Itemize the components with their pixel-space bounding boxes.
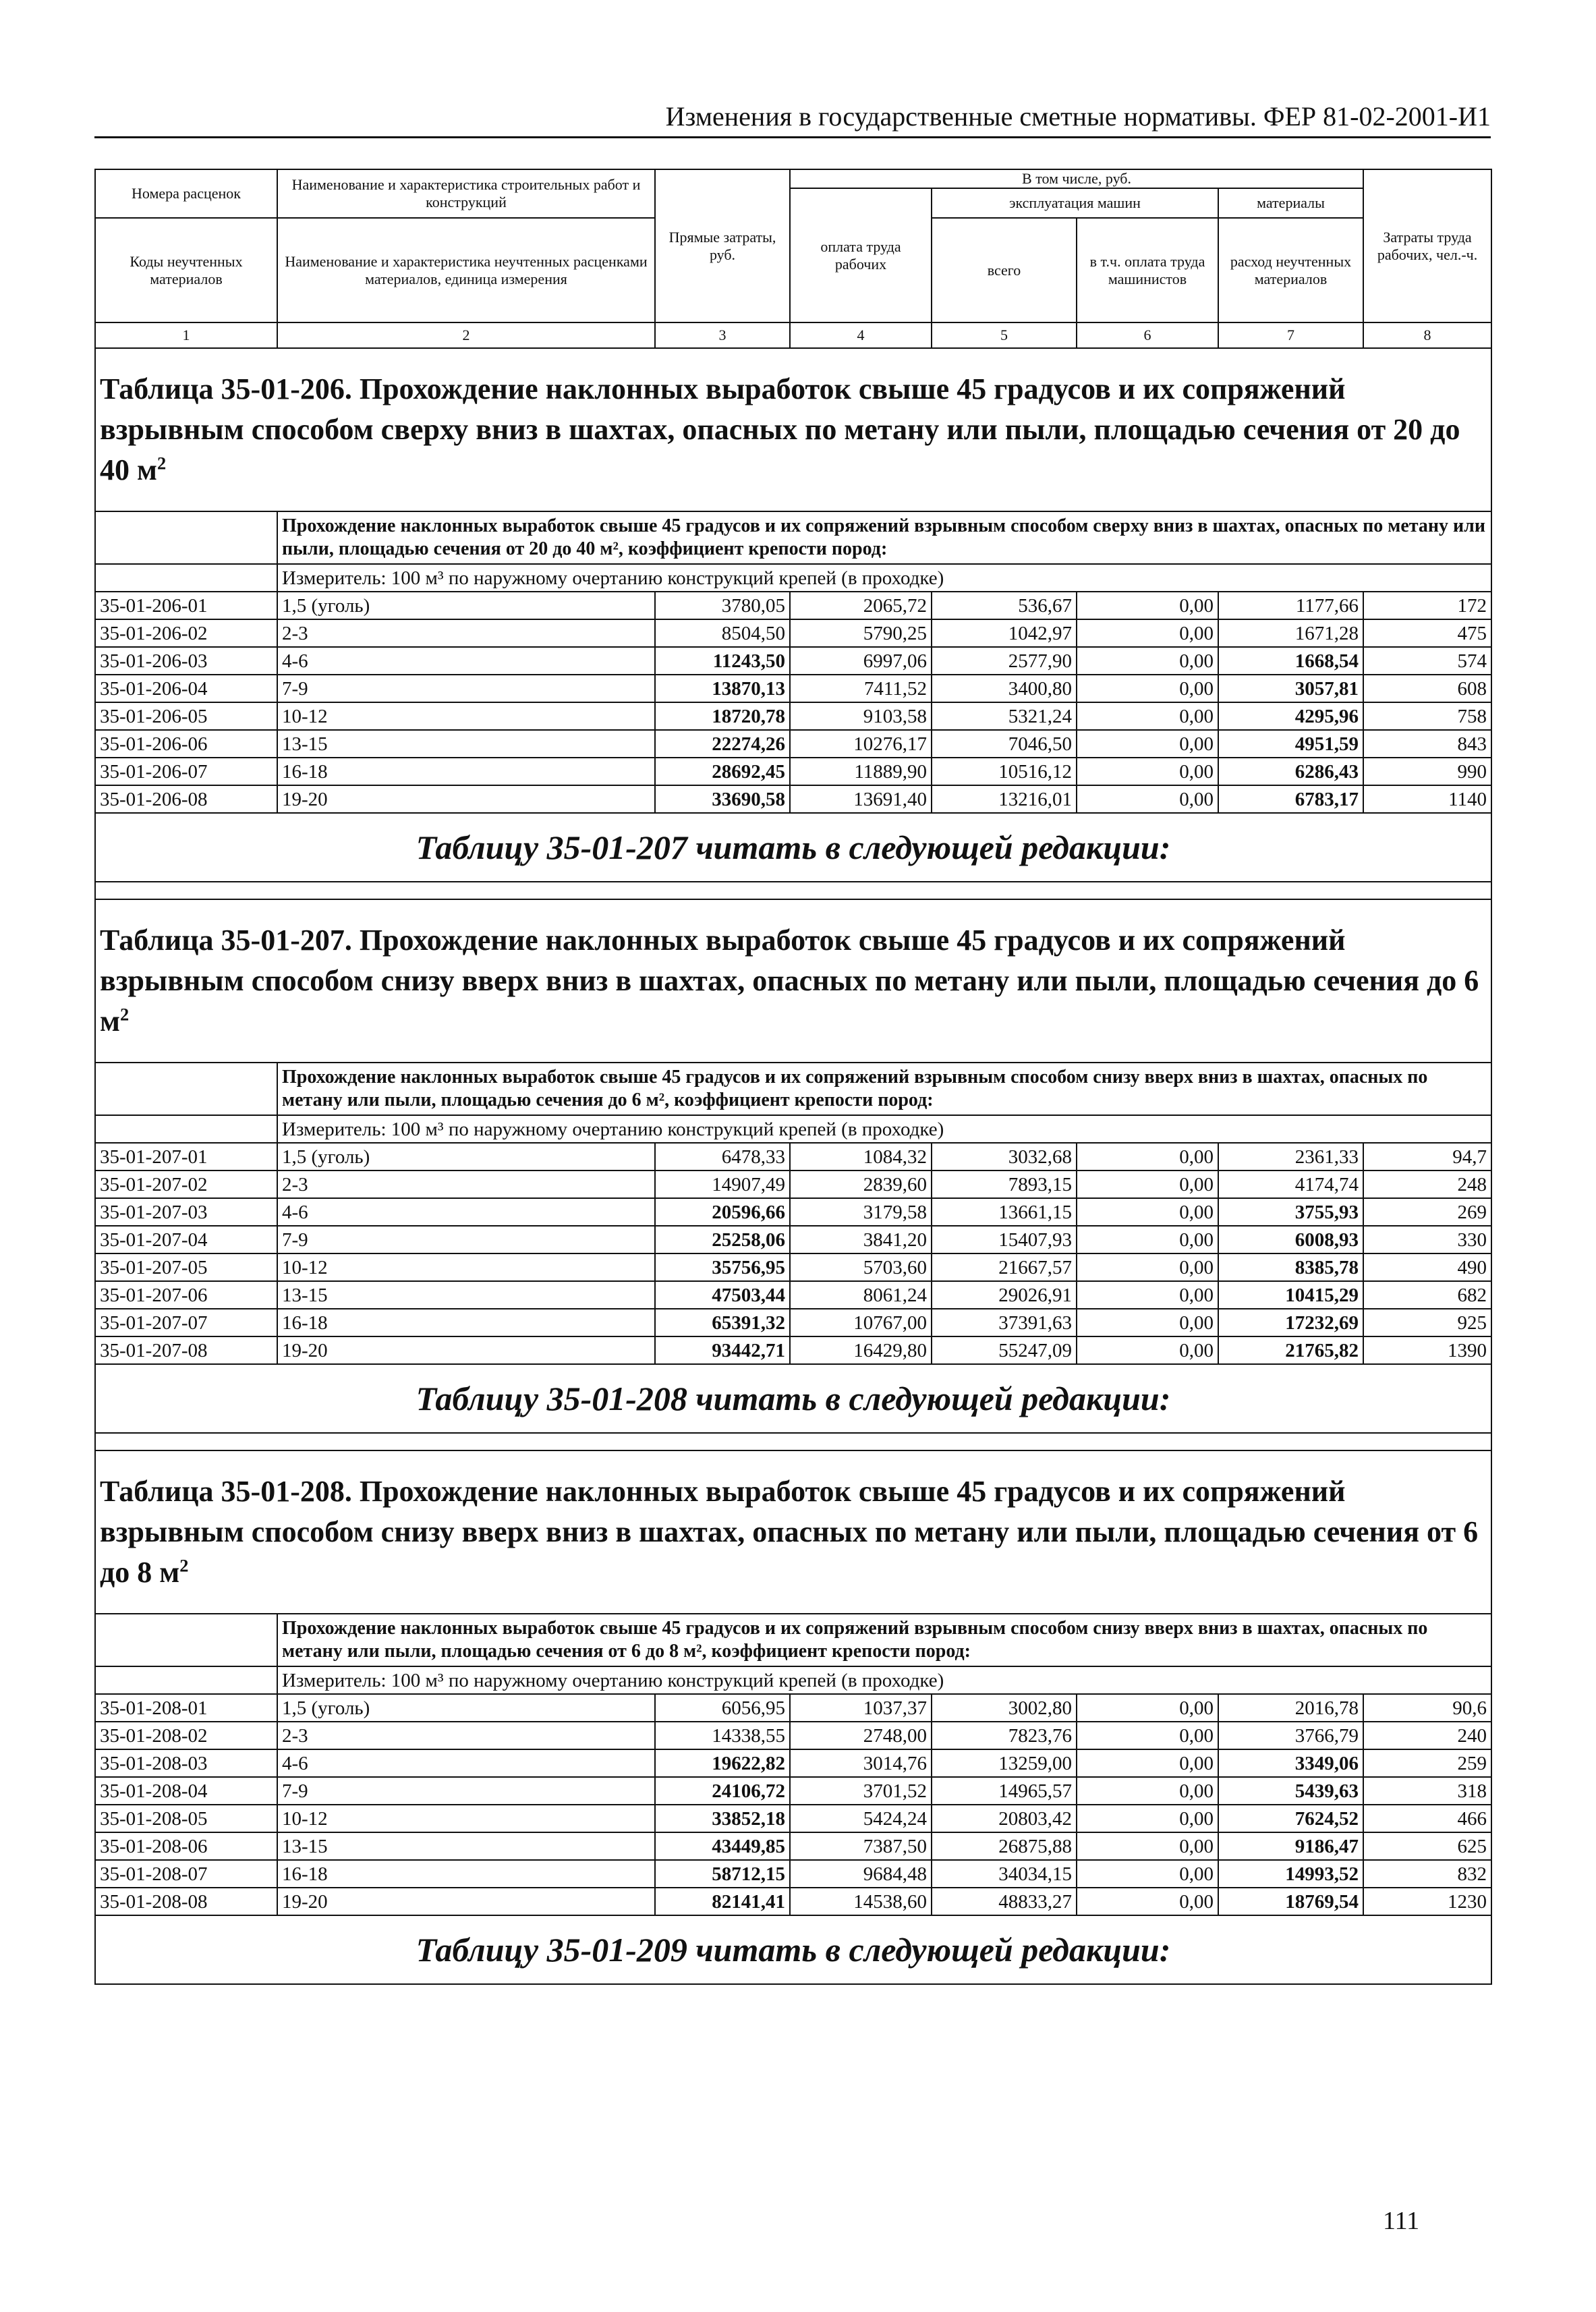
table-cell: 0,00 (1077, 702, 1218, 730)
hdr-unaccounted-use: расход неучтенных материалов (1218, 218, 1363, 322)
table-row (95, 647, 1491, 675)
table-row (95, 619, 1491, 647)
hdr-direct-costs: Прямые затраты, руб. (655, 169, 790, 322)
table-cell: 5321,24 (932, 702, 1077, 730)
table-cell: 13216,01 (932, 785, 1077, 813)
table-title-text: Прохождение наклонных выработок свыше 45 градусов и их сопряжений взрывным способом снизу вверх вниз в шахтах, опасных по метану или пыли, площадью сечения от 6 до 8 м (100, 1475, 1479, 1589)
table-cell: 94,7 (1363, 1143, 1491, 1171)
table-cell: 0,00 (1077, 1336, 1218, 1364)
hdr-col-num: 1 (95, 322, 277, 348)
table-title-superscript: 2 (119, 1004, 130, 1025)
table-cell: 35-01-208-07 (95, 1860, 277, 1888)
table-row (95, 1749, 1491, 1777)
table-cell: 0,00 (1077, 1143, 1218, 1171)
table-cell: 13661,15 (932, 1198, 1077, 1226)
table-cell: 35-01-207-03 (95, 1198, 277, 1226)
table-cell: 35-01-206-05 (95, 702, 277, 730)
table-note: Таблицу 35-01-207 читать в следующей редакции: (95, 813, 1491, 882)
table-measure-row (95, 1115, 1491, 1143)
table-cell: 1084,32 (790, 1143, 932, 1171)
table-cell: 172 (1363, 592, 1491, 619)
table-cell: 990 (1363, 758, 1491, 785)
table-cell: 832 (1363, 1860, 1491, 1888)
table-cell: 240 (1363, 1722, 1491, 1749)
table-cell: 5790,25 (790, 619, 932, 647)
table-cell: 7-9 (277, 675, 655, 702)
table-cell: 843 (1363, 730, 1491, 758)
table-cell: 1140 (1363, 785, 1491, 813)
table-cell: 925 (1363, 1309, 1491, 1336)
table-cell: 28692,45 (655, 758, 790, 785)
table-row (95, 1805, 1491, 1832)
table-title-wrap (100, 920, 1487, 1042)
table-cell: 475 (1363, 619, 1491, 647)
table-row (95, 730, 1491, 758)
table-cell: 14338,55 (655, 1722, 790, 1749)
table-cell: 0,00 (1077, 1860, 1218, 1888)
table-cell: 13870,13 (655, 675, 790, 702)
table-cell: 8061,24 (790, 1281, 932, 1309)
table-cell: 35-01-208-04 (95, 1777, 277, 1805)
gap-row (95, 1433, 1491, 1450)
table-cell: 35-01-207-04 (95, 1226, 277, 1253)
table-cell: 2-3 (277, 1171, 655, 1198)
hdr-col-num: 6 (1077, 322, 1218, 348)
table-row (95, 1171, 1491, 1198)
table-cell: 18720,78 (655, 702, 790, 730)
table-description: Прохождение наклонных выработок свыше 45 градусов и их сопряжений взрывным способом снизу вверх вниз в шахтах, опасных по метану или пыли, площадью сечения от 6 до 8 м², коэффициент крепости пород: (277, 1614, 1491, 1666)
table-cell: 1671,28 (1218, 619, 1363, 647)
table-row (95, 1226, 1491, 1253)
table-cell: 4-6 (277, 1198, 655, 1226)
table-row (95, 1694, 1491, 1722)
table-cell: 8504,50 (655, 619, 790, 647)
table-note-row (95, 1915, 1491, 1984)
table-row (95, 1281, 1491, 1309)
table-cell: 2577,90 (932, 647, 1077, 675)
table-cell: 35-01-207-01 (95, 1143, 277, 1171)
table-cell: 4174,74 (1218, 1171, 1363, 1198)
table-row (95, 1722, 1491, 1749)
rates-table (94, 347, 1492, 1985)
table-cell: 536,67 (932, 592, 1077, 619)
hdr-col-num: 7 (1218, 322, 1363, 348)
table-cell: 13-15 (277, 1832, 655, 1860)
table-cell: 35-01-206-07 (95, 758, 277, 785)
table-title-row (95, 899, 1491, 1063)
table-cell: 259 (1363, 1749, 1491, 1777)
table-cell: 19-20 (277, 785, 655, 813)
table-cell: 10-12 (277, 1805, 655, 1832)
table-cell: 0,00 (1077, 1749, 1218, 1777)
table-cell: 43449,85 (655, 1832, 790, 1860)
table-cell: 58712,15 (655, 1860, 790, 1888)
table-cell: 35-01-206-01 (95, 592, 277, 619)
table-cell: 8385,78 (1218, 1253, 1363, 1281)
table-description-row (95, 1063, 1491, 1115)
table-cell: 6056,95 (655, 1694, 790, 1722)
table-title-superscript: 2 (179, 1555, 189, 1576)
table-cell: 7387,50 (790, 1832, 932, 1860)
table-title-row (95, 1450, 1491, 1614)
table-cell: 330 (1363, 1226, 1491, 1253)
table-cell: 16-18 (277, 758, 655, 785)
table-cell: 33690,58 (655, 785, 790, 813)
table-cell: 9103,58 (790, 702, 932, 730)
table-cell: 0,00 (1077, 619, 1218, 647)
hdr-name-unaccounted: Наименование и характеристика неучтенных расценками материалов, единица измерения (277, 218, 655, 322)
table-cell: 10767,00 (790, 1309, 932, 1336)
table-cell: 20803,42 (932, 1805, 1077, 1832)
empty-cell (95, 1063, 277, 1115)
table-cell: 22274,26 (655, 730, 790, 758)
table-cell: 0,00 (1077, 1694, 1218, 1722)
table-row (95, 1860, 1491, 1888)
table-cell: 7823,76 (932, 1722, 1077, 1749)
table-title-wrap (100, 1471, 1487, 1593)
table-row (95, 1198, 1491, 1226)
table-cell: 0,00 (1077, 1171, 1218, 1198)
table-cell: 0,00 (1077, 1777, 1218, 1805)
table-title-superscript: 2 (156, 453, 167, 474)
hdr-rate-numbers: Номера расценок (95, 169, 277, 218)
table-measure: Измеритель: 100 м³ по наружному очертанию конструкций крепей (в проходке) (277, 1666, 1491, 1694)
table-cell: 3780,05 (655, 592, 790, 619)
table-cell: 2839,60 (790, 1171, 932, 1198)
table-cell: 1668,54 (1218, 647, 1363, 675)
table-cell: 20596,66 (655, 1198, 790, 1226)
table-cell: 35-01-206-02 (95, 619, 277, 647)
table-cell: 9684,48 (790, 1860, 932, 1888)
table-cell: 0,00 (1077, 758, 1218, 785)
table-cell: 35-01-206-06 (95, 730, 277, 758)
table-cell: 3755,93 (1218, 1198, 1363, 1226)
table-cell: 35-01-208-06 (95, 1832, 277, 1860)
table-cell: 35-01-206-03 (95, 647, 277, 675)
table-row (95, 1253, 1491, 1281)
table-cell: 34034,15 (932, 1860, 1077, 1888)
table-cell: 3349,06 (1218, 1749, 1363, 1777)
table-cell: 248 (1363, 1171, 1491, 1198)
table-cell: 5439,63 (1218, 1777, 1363, 1805)
page-header: Изменения в государственные сметные нормативы. ФЕР 81-02-2001-И1 (94, 101, 1491, 138)
table-description: Прохождение наклонных выработок свыше 45 градусов и их сопряжений взрывным способом сверху вниз в шахтах, опасных по метану или пыли, площадью сечения от 20 до 40 м², коэффициент крепости пород: (277, 511, 1491, 564)
hdr-materials: материалы (1218, 188, 1363, 218)
hdr-labor-cost: Затраты труда рабочих, чел.-ч. (1363, 169, 1491, 322)
table-cell: 18769,54 (1218, 1888, 1363, 1915)
hdr-col-num: 5 (932, 322, 1077, 348)
table-cell: 29026,91 (932, 1281, 1077, 1309)
table-cell: 2065,72 (790, 592, 932, 619)
table-note: Таблицу 35-01-209 читать в следующей редакции: (95, 1915, 1491, 1984)
table-cell: 14965,57 (932, 1777, 1077, 1805)
table-cell: 0,00 (1077, 1722, 1218, 1749)
table-cell: 0,00 (1077, 1888, 1218, 1915)
table-cell: 0,00 (1077, 730, 1218, 758)
table-cell: 10-12 (277, 702, 655, 730)
gap-cell (95, 882, 1491, 899)
table-cell: 93442,71 (655, 1336, 790, 1364)
table-cell: 33852,18 (655, 1805, 790, 1832)
table-cell: 14538,60 (790, 1888, 932, 1915)
table-cell: 10-12 (277, 1253, 655, 1281)
hdr-col-num: 4 (790, 322, 932, 348)
hdr-total: всего (932, 218, 1077, 322)
table-row (95, 1832, 1491, 1860)
page-number: 111 (1383, 2207, 1420, 2235)
table-cell: 10415,29 (1218, 1281, 1363, 1309)
table-cell: 13-15 (277, 730, 655, 758)
empty-cell (95, 1115, 277, 1143)
table-row (95, 592, 1491, 619)
table-row (95, 1777, 1491, 1805)
gap-row (95, 882, 1491, 899)
table-cell: 35-01-208-03 (95, 1749, 277, 1777)
table-cell: 574 (1363, 647, 1491, 675)
table-title (95, 899, 1491, 1063)
table-cell: 19-20 (277, 1888, 655, 1915)
table-note-row (95, 1364, 1491, 1433)
table-cell: 21667,57 (932, 1253, 1077, 1281)
table-number: Таблица 35-01-207. (100, 924, 352, 957)
hdr-col-num: 2 (277, 322, 655, 348)
table-cell: 17232,69 (1218, 1309, 1363, 1336)
table-cell: 318 (1363, 1777, 1491, 1805)
table-cell: 13-15 (277, 1281, 655, 1309)
table-cell: 5703,60 (790, 1253, 932, 1281)
hdr-machine-ops: эксплуатация машин (932, 188, 1218, 218)
table-cell: 0,00 (1077, 1805, 1218, 1832)
table-cell: 14907,49 (655, 1171, 790, 1198)
table-measure-row (95, 564, 1491, 592)
table-cell: 35-01-207-07 (95, 1309, 277, 1336)
table-cell: 2-3 (277, 1722, 655, 1749)
table-cell: 0,00 (1077, 785, 1218, 813)
table-number: Таблица 35-01-208. (100, 1475, 352, 1508)
table-measure: Измеритель: 100 м³ по наружному очертанию конструкций крепей (в проходке) (277, 564, 1491, 592)
table-cell: 16-18 (277, 1309, 655, 1336)
table-cell: 35-01-208-05 (95, 1805, 277, 1832)
table-row (95, 785, 1491, 813)
table-cell: 26875,88 (932, 1832, 1077, 1860)
table-cell: 6008,93 (1218, 1226, 1363, 1253)
table-cell: 758 (1363, 702, 1491, 730)
table-cell: 7-9 (277, 1777, 655, 1805)
table-cell: 1177,66 (1218, 592, 1363, 619)
table-cell: 7411,52 (790, 675, 932, 702)
table-cell: 625 (1363, 1832, 1491, 1860)
table-cell: 10276,17 (790, 730, 932, 758)
table-cell: 2748,00 (790, 1722, 932, 1749)
table-cell: 11889,90 (790, 758, 932, 785)
table-cell: 466 (1363, 1805, 1491, 1832)
table-title-wrap (100, 369, 1487, 490)
table-cell: 3400,80 (932, 675, 1077, 702)
table-cell: 14993,52 (1218, 1860, 1363, 1888)
table-cell: 24106,72 (655, 1777, 790, 1805)
table-cell: 2361,33 (1218, 1143, 1363, 1171)
table-cell: 682 (1363, 1281, 1491, 1309)
table-row (95, 1309, 1491, 1336)
table-cell: 0,00 (1077, 1198, 1218, 1226)
table-row (95, 1336, 1491, 1364)
table-measure: Измеритель: 100 м³ по наружному очертанию конструкций крепей (в проходке) (277, 1115, 1491, 1143)
table-cell: 0,00 (1077, 675, 1218, 702)
table-cell: 269 (1363, 1198, 1491, 1226)
table-cell: 16-18 (277, 1860, 655, 1888)
table-cell: 90,6 (1363, 1694, 1491, 1722)
table-cell: 2-3 (277, 619, 655, 647)
table-cell: 0,00 (1077, 1309, 1218, 1336)
hdr-col-num: 8 (1363, 322, 1491, 348)
table-cell: 3002,80 (932, 1694, 1077, 1722)
table-cell: 0,00 (1077, 592, 1218, 619)
table-cell: 4295,96 (1218, 702, 1363, 730)
table-cell: 1037,37 (790, 1694, 932, 1722)
table-cell: 1042,97 (932, 619, 1077, 647)
table-description-row (95, 511, 1491, 564)
table-cell: 35-01-208-08 (95, 1888, 277, 1915)
table-cell: 35-01-208-01 (95, 1694, 277, 1722)
table-cell: 608 (1363, 675, 1491, 702)
table-title-text: Прохождение наклонных выработок свыше 45 градусов и их сопряжений взрывным способом снизу вверх вниз в шахтах, опасных по метану или пыли, площадью сечения до 6 м (100, 924, 1479, 1038)
column-header-table (94, 169, 1492, 349)
hdr-name-characteristics: Наименование и характеристика строительных работ и конструкций (277, 169, 655, 218)
table-cell: 3032,68 (932, 1143, 1077, 1171)
table-cell: 3179,58 (790, 1198, 932, 1226)
table-cell: 1,5 (уголь) (277, 1694, 655, 1722)
empty-cell (95, 1666, 277, 1694)
table-cell: 0,00 (1077, 647, 1218, 675)
table-cell: 7046,50 (932, 730, 1077, 758)
table-cell: 48833,27 (932, 1888, 1077, 1915)
table-cell: 3057,81 (1218, 675, 1363, 702)
table-cell: 3841,20 (790, 1226, 932, 1253)
table-cell: 6783,17 (1218, 785, 1363, 813)
table-cell: 16429,80 (790, 1336, 932, 1364)
table-cell: 11243,50 (655, 647, 790, 675)
empty-cell (95, 511, 277, 564)
table-title-row (95, 348, 1491, 511)
table-cell: 35-01-208-02 (95, 1722, 277, 1749)
table-note-row (95, 813, 1491, 882)
table-title (95, 348, 1491, 511)
table-cell: 35-01-207-05 (95, 1253, 277, 1281)
table-cell: 7893,15 (932, 1171, 1077, 1198)
table-cell: 82141,41 (655, 1888, 790, 1915)
table-cell: 13259,00 (932, 1749, 1077, 1777)
table-cell: 6286,43 (1218, 758, 1363, 785)
table-cell: 0,00 (1077, 1281, 1218, 1309)
table-cell: 55247,09 (932, 1336, 1077, 1364)
table-number: Таблица 35-01-206. (100, 372, 352, 405)
table-cell: 15407,93 (932, 1226, 1077, 1253)
table-measure-row (95, 1666, 1491, 1694)
table-cell: 1,5 (уголь) (277, 1143, 655, 1171)
table-cell: 4-6 (277, 1749, 655, 1777)
table-cell: 3766,79 (1218, 1722, 1363, 1749)
hdr-labor-pay: оплата труда рабочих (790, 188, 932, 322)
empty-cell (95, 564, 277, 592)
table-description: Прохождение наклонных выработок свыше 45 градусов и их сопряжений взрывным способом снизу вверх вниз в шахтах, опасных по метану или пыли, площадью сечения до 6 м², коэффициент крепости пород: (277, 1063, 1491, 1115)
table-cell: 0,00 (1077, 1226, 1218, 1253)
table-cell: 3701,52 (790, 1777, 932, 1805)
table-cell: 5424,24 (790, 1805, 932, 1832)
table-cell: 4951,59 (1218, 730, 1363, 758)
table-cell: 9186,47 (1218, 1832, 1363, 1860)
table-cell: 2016,78 (1218, 1694, 1363, 1722)
table-title (95, 1450, 1491, 1614)
hdr-col-num: 3 (655, 322, 790, 348)
table-cell: 21765,82 (1218, 1336, 1363, 1364)
table-cell: 4-6 (277, 647, 655, 675)
empty-cell (95, 1614, 277, 1666)
table-description-row (95, 1614, 1491, 1666)
table-row (95, 1888, 1491, 1915)
table-cell: 65391,32 (655, 1309, 790, 1336)
table-cell: 7-9 (277, 1226, 655, 1253)
hdr-including: В том числе, руб. (790, 169, 1363, 188)
table-cell: 19-20 (277, 1336, 655, 1364)
table-cell: 19622,82 (655, 1749, 790, 1777)
table-cell: 0,00 (1077, 1832, 1218, 1860)
table-cell: 35-01-207-08 (95, 1336, 277, 1364)
table-cell: 37391,63 (932, 1309, 1077, 1336)
table-title-text: Прохождение наклонных выработок свыше 45 градусов и их сопряжений взрывным способом сверху вниз в шахтах, опасных по метану или пыли, площадью сечения от 20 до 40 м (100, 372, 1460, 486)
table-cell: 35-01-207-02 (95, 1171, 277, 1198)
table-cell: 35-01-206-04 (95, 675, 277, 702)
table-cell: 35-01-206-08 (95, 785, 277, 813)
table-cell: 6478,33 (655, 1143, 790, 1171)
table-cell: 1230 (1363, 1888, 1491, 1915)
table-cell: 47503,44 (655, 1281, 790, 1309)
table-cell: 25258,06 (655, 1226, 790, 1253)
table-cell: 1390 (1363, 1336, 1491, 1364)
table-cell: 10516,12 (932, 758, 1077, 785)
table-cell: 7624,52 (1218, 1805, 1363, 1832)
table-cell: 6997,06 (790, 647, 932, 675)
hdr-codes-unaccounted: Коды неучтенных материалов (95, 218, 277, 322)
table-row (95, 675, 1491, 702)
table-cell: 1,5 (уголь) (277, 592, 655, 619)
table-row (95, 702, 1491, 730)
table-cell: 35-01-207-06 (95, 1281, 277, 1309)
table-row (95, 758, 1491, 785)
table-cell: 35756,95 (655, 1253, 790, 1281)
table-cell: 3014,76 (790, 1749, 932, 1777)
gap-cell (95, 1433, 1491, 1450)
hdr-incl-machinist: в т.ч. оплата труда машинистов (1077, 218, 1218, 322)
table-row (95, 1143, 1491, 1171)
table-cell: 490 (1363, 1253, 1491, 1281)
table-cell: 0,00 (1077, 1253, 1218, 1281)
table-note: Таблицу 35-01-208 читать в следующей редакции: (95, 1364, 1491, 1433)
table-cell: 13691,40 (790, 785, 932, 813)
